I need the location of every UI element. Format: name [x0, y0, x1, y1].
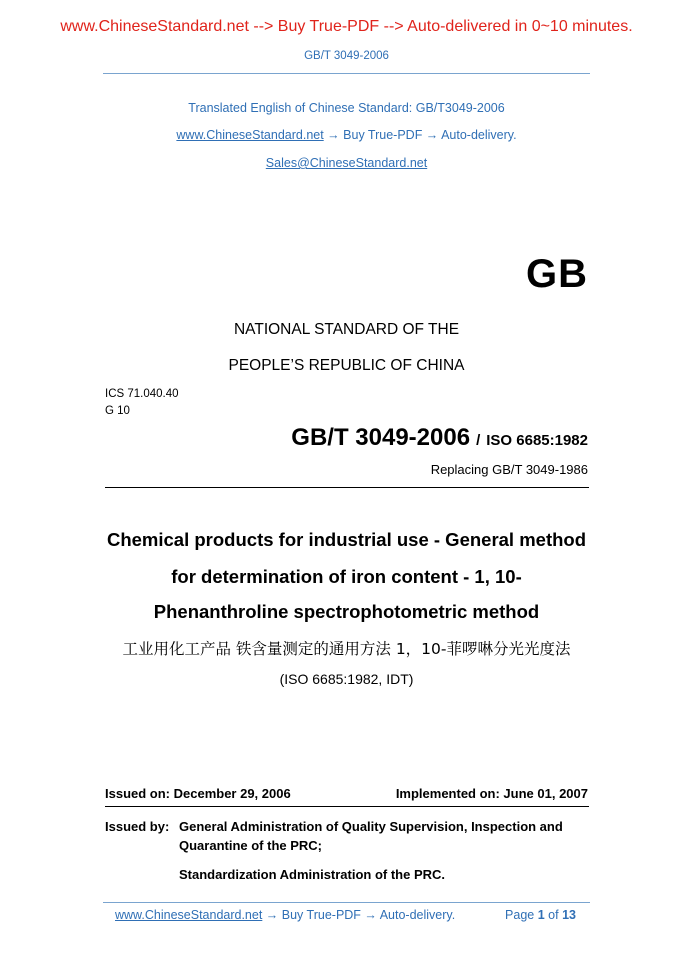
footer-delivery-text: → Buy True-PDF → Auto-delivery.	[262, 908, 456, 922]
title-line-2: for determination of iron content - 1, 10-	[171, 566, 522, 587]
delivery-text: → Buy True-PDF → Auto-delivery.	[323, 128, 517, 142]
implemented-on: Implemented on: June 01, 2007	[395, 786, 588, 801]
page-current: 1	[537, 908, 545, 922]
page-total: 13	[562, 908, 576, 922]
header-divider	[103, 73, 590, 74]
standard-number	[291, 424, 588, 452]
header-standard-code: GB/T 3049-2006	[304, 50, 389, 62]
page-indicator	[505, 908, 576, 922]
replacing-note: Replacing GB/T 3049-1986	[430, 462, 588, 477]
delivery-line	[0, 128, 693, 142]
national-standard-line1: NATIONAL STANDARD OF THE	[233, 321, 460, 338]
gb-code: GB/T 3049-2006	[291, 424, 471, 451]
email-line	[0, 156, 693, 170]
top-banner[interactable]: www.ChineseStandard.net --> Buy True-PDF --> Auto-delivered in 0~10 minutes.	[60, 18, 633, 35]
code-separator: /	[476, 432, 481, 449]
footer-delivery	[115, 908, 455, 922]
dates-divider	[105, 806, 589, 807]
page-label: Page	[505, 908, 535, 922]
email-link[interactable]: Sales@ChineseStandard.net	[265, 156, 428, 170]
title-divider	[105, 487, 589, 488]
chinese-title: 工业用化工产品 铁含量测定的通用方法 1，10-菲啰啉分光光度法	[122, 640, 571, 658]
translation-line: Translated English of Chinese Standard: GB/T3049-2006	[188, 101, 505, 115]
title-line-3: Phenanthroline spectrophotometric method	[153, 601, 540, 622]
title-line-1: Chemical products for industrial use - General method	[106, 529, 587, 550]
issued-on: Issued on: December 29, 2006	[105, 786, 291, 801]
issuer-line-3: Standardization Administration of the PRC.	[179, 867, 446, 882]
footer-site-link[interactable]: www.ChineseStandard.net	[115, 908, 263, 922]
page-of: of	[548, 908, 559, 922]
site-link[interactable]: www.ChineseStandard.net	[176, 128, 324, 142]
footer-divider	[103, 902, 590, 903]
iso-equivalence: (ISO 6685:1982, IDT)	[279, 671, 414, 687]
issuer-line-1: General Administration of Quality Supervision, Inspection and	[179, 819, 563, 834]
ccs-code: G 10	[105, 405, 130, 417]
issued-by-label: Issued by:	[105, 819, 170, 834]
issuer-line-2: Quarantine of the PRC;	[179, 838, 323, 853]
iso-code: ISO 6685:1982	[486, 432, 588, 449]
national-standard-line2: PEOPLE’S REPUBLIC OF CHINA	[228, 357, 465, 374]
gb-mark: GB	[526, 252, 588, 296]
ics-code: ICS 71.040.40	[105, 388, 179, 400]
